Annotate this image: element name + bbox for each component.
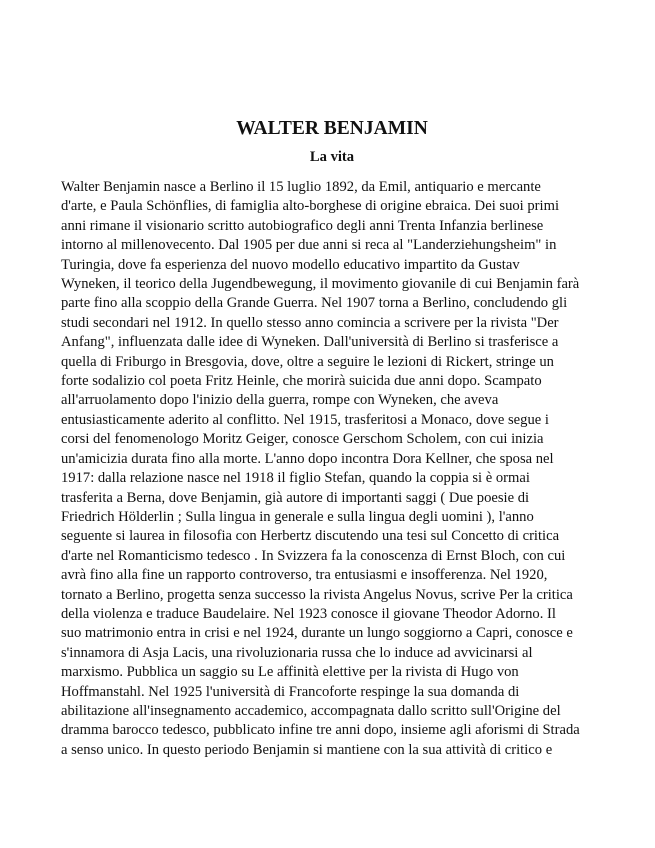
page-title: WALTER BENJAMIN <box>236 118 428 139</box>
text-line: Walter Benjamin nasce a Berlino il 15 luglio 1892, da Emil, antiquario e mercante <box>61 179 541 195</box>
document-page <box>61 117 603 760</box>
text-line: avrà fino alla fine un rapporto controverso, tra entusiasmi e insofferenza. Nel 1920, <box>61 567 548 584</box>
text-line: quella di Friburgo in Bresgovia, dove, oltre a seguire le lezioni di Rickert, stringe un <box>61 353 554 370</box>
text-line: Turingia, dove fa esperienza del nuovo modello educativo impartito da Gustav <box>61 256 520 273</box>
text-line: marxismo. Pubblica un saggio su Le affinità elettive per la rivista di Hugo von <box>61 664 519 681</box>
text-line: trasferita a Berna, dove Benjamin, già autore di importanti saggi ( Due poesie di <box>61 489 530 506</box>
text-line: della violenza e traduce Baudelaire. Nel 1923 conosce il giovane Theodor Adorno. Il <box>61 605 556 622</box>
text-line: anni rimane il visionario scritto autobiografico degli anni Trenta Infanzia berlinese <box>61 217 544 234</box>
text-line: Anfang", influenzata dalle idee di Wyneken. Dall'università di Berlino si trasferisce a <box>61 334 559 351</box>
text-line: parte fino alla scoppio della Grande Guerra. Nel 1907 torna a Berlino, concludendo gli <box>61 295 568 312</box>
text-line: seguente si laurea in filosofia con Herbertz discutendo una tesi sul Concetto di critica <box>61 528 560 545</box>
text-line: studi secondari nel 1912. In quello stesso anno comincia a scrivere per la rivista "Der <box>61 314 559 331</box>
text-line: dramma barocco tedesco, pubblicato infine tre anni dopo, insieme agli aforismi di Strada <box>61 722 580 739</box>
text-line: tornato a Berlino, progetta senza successo la rivista Angelus Novus, scrive Per la critica <box>61 586 573 603</box>
text-line: suo matrimonio entra in crisi e nel 1924, durante un lungo soggiorno a Capri, conosce e <box>61 625 573 642</box>
text-line: forte sodalizio col poeta Fritz Heinle, che morirà suicida due anni dopo. Scampato <box>61 373 542 390</box>
text-line: Friedrich Hölderlin ; Sulla lingua in generale e sulla lingua degli uomini ), l'anno <box>61 508 534 525</box>
text-line: un'amicizia durata fino alla morte. L'anno dopo incontra Dora Kellner, che sposa nel <box>61 450 554 467</box>
text-line: d'arte, e Paula Schönflies, di famiglia alto-borghese di origine ebraica. Dei suoi primi <box>61 198 559 215</box>
text-line: d'arte nel Romanticismo tedesco . In Svizzera fa la conoscenza di Ernst Bloch, con cui <box>61 547 566 564</box>
text-line: s'innamora di Asja Lacis, una rivoluzionaria russa che lo induce ad avvicinarsi al <box>61 644 533 661</box>
text-line: intorno al millenovecento. Dal 1905 per due anni si reca al "Landerziehungsheim" in <box>61 237 557 254</box>
text-line: abilitazione all'insegnamento accademico, accompagnata dallo scritto sull'Origine del <box>61 702 561 719</box>
body-paragraph <box>61 178 603 760</box>
text-line: corsi del fenomenologo Moritz Geiger, conosce Gerschom Scholem, con cui inizia <box>61 431 544 448</box>
text-line: Wyneken, il teorico della Jugendbewegung, il movimento giovanile di cui Benjamin farà <box>61 276 580 293</box>
text-line: entusiasticamente aderito al conflitto. Nel 1915, trasferitosi a Monaco, dove segue i <box>61 411 549 428</box>
text-line: Hoffmanstahl. Nel 1925 l'università di Francoforte respinge la sua domanda di <box>61 683 520 700</box>
text-line: 1917: dalla relazione nasce nel 1918 il figlio Stefan, quando la coppia si è ormai <box>61 470 530 487</box>
section-subtitle: La vita <box>309 149 355 165</box>
text-line: all'arruolamento dopo l'inizio della guerra, rompe con Wyneken, che aveva <box>61 392 499 409</box>
text-line: a senso unico. In questo periodo Benjamin si mantiene con la sua attività di critico e <box>61 741 553 758</box>
